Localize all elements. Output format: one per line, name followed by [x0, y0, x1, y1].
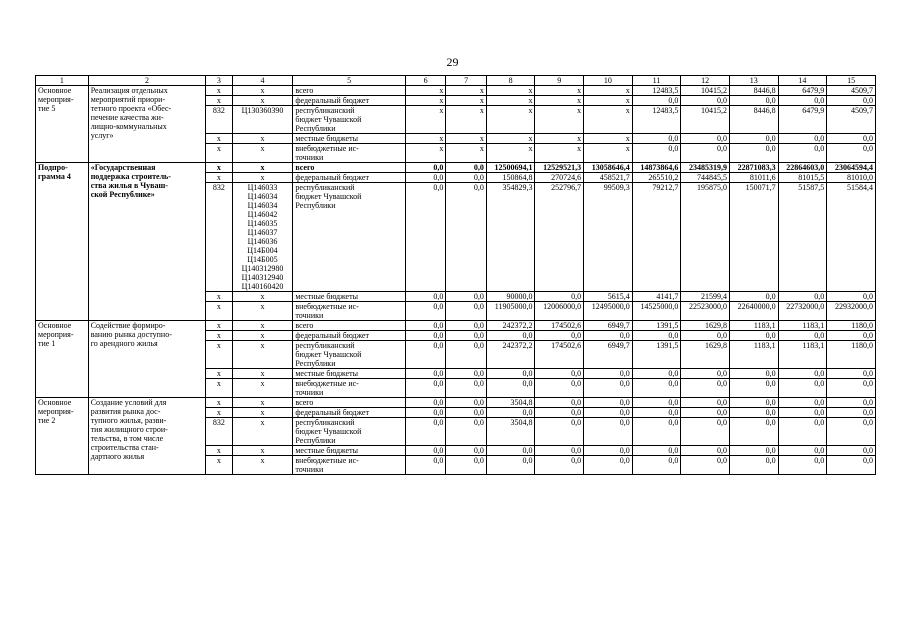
value-cell: 0,0 — [446, 292, 487, 302]
value-cell: 6479,9 — [778, 106, 827, 134]
value-cell: x — [486, 134, 535, 144]
value-cell: 0,0 — [405, 418, 446, 446]
column-number-cell: 6 — [405, 76, 446, 86]
value-cell: 12483,5 — [632, 86, 681, 96]
value-cell: 0,0 — [681, 144, 730, 163]
measure-title-cell: Подпро- грамма 4 — [36, 163, 89, 321]
value-cell: x — [405, 144, 446, 163]
ministry-code-cell: x — [206, 408, 232, 418]
value-cell: 0,0 — [681, 379, 730, 398]
value-cell: 0,0 — [405, 369, 446, 379]
value-cell: 12483,5 — [632, 106, 681, 134]
value-cell: 14873864,6 — [632, 163, 681, 173]
value-cell: 0,0 — [446, 163, 487, 173]
column-number-cell: 3 — [206, 76, 232, 86]
column-number-cell: 12 — [681, 76, 730, 86]
value-cell: x — [584, 96, 633, 106]
funding-source-cell: всего — [293, 321, 405, 331]
page-number: 29 — [446, 55, 459, 69]
value-cell: 23064594,4 — [827, 163, 876, 173]
value-cell: 0,0 — [535, 456, 584, 475]
value-cell: 22871083,3 — [729, 163, 778, 173]
value-cell: 81011,6 — [729, 173, 778, 183]
value-cell: 11905000,0 — [486, 302, 535, 321]
value-cell: x — [486, 96, 535, 106]
value-cell: 0,0 — [446, 331, 487, 341]
value-cell: x — [535, 96, 584, 106]
ministry-code-cell: x — [206, 144, 232, 163]
value-cell: 0,0 — [778, 369, 827, 379]
value-cell: 0,0 — [729, 369, 778, 379]
table-row — [36, 398, 876, 408]
value-cell: 265510,2 — [632, 173, 681, 183]
funding-source-cell: республиканский бюджет Чувашской Республики — [293, 106, 405, 134]
value-cell: 0,0 — [405, 379, 446, 398]
value-cell: 0,0 — [446, 321, 487, 331]
value-cell: 0,0 — [827, 418, 876, 446]
value-cell: 0,0 — [729, 292, 778, 302]
target-code-cell: Ц130360390 — [232, 106, 293, 134]
value-cell: 0,0 — [778, 331, 827, 341]
funding-source-cell: внебюджетные ис- точники — [293, 379, 405, 398]
value-cell: 22932000,0 — [827, 302, 876, 321]
value-cell: 174502,6 — [535, 321, 584, 331]
value-cell: 0,0 — [681, 369, 730, 379]
value-cell: 0,0 — [632, 379, 681, 398]
value-cell: 0,0 — [405, 183, 446, 292]
value-cell: 0,0 — [446, 398, 487, 408]
value-cell: 0,0 — [778, 96, 827, 106]
target-code-cell: x — [232, 292, 293, 302]
ministry-code-cell: x — [206, 321, 232, 331]
measure-title-cell: Основное мероприя- тие 2 — [36, 398, 89, 475]
value-cell: 0,0 — [446, 456, 487, 475]
table-body — [36, 76, 876, 475]
value-cell: x — [486, 144, 535, 163]
value-cell: 0,0 — [827, 331, 876, 341]
ministry-code-cell: x — [206, 134, 232, 144]
value-cell: 0,0 — [446, 183, 487, 292]
target-code-cell: x — [232, 408, 293, 418]
value-cell: x — [535, 134, 584, 144]
value-cell: x — [535, 144, 584, 163]
value-cell: 12529521,3 — [535, 163, 584, 173]
value-cell: 0,0 — [827, 369, 876, 379]
value-cell: 0,0 — [827, 144, 876, 163]
value-cell: 1180,0 — [827, 341, 876, 369]
value-cell: 8446,8 — [729, 86, 778, 96]
value-cell: x — [405, 86, 446, 96]
value-cell: 0,0 — [486, 456, 535, 475]
value-cell: 0,0 — [405, 321, 446, 331]
funding-source-cell: всего — [293, 398, 405, 408]
measure-description-cell: Реализация отдельных мероприятий приори- тетного проекта «Обес- печение качества жи- лищно-коммунальных услуг» — [88, 86, 206, 163]
target-code-cell: x — [232, 456, 293, 475]
value-cell: 0,0 — [681, 408, 730, 418]
value-cell: x — [535, 86, 584, 96]
value-cell: 0,0 — [535, 418, 584, 446]
value-cell: 0,0 — [486, 379, 535, 398]
funding-source-cell: республиканский бюджет Чувашской Республики — [293, 418, 405, 446]
target-code-cell: x — [232, 302, 293, 321]
funding-source-cell: внебюджетные ис- точники — [293, 456, 405, 475]
value-cell: 195875,0 — [681, 183, 730, 292]
column-number-cell: 10 — [584, 76, 633, 86]
value-cell: 0,0 — [827, 456, 876, 475]
value-cell: 0,0 — [632, 144, 681, 163]
value-cell: 21599,4 — [681, 292, 730, 302]
value-cell: 1183,1 — [778, 321, 827, 331]
ministry-code-cell: 832 — [206, 106, 232, 134]
value-cell: 0,0 — [778, 456, 827, 475]
value-cell: 0,0 — [584, 456, 633, 475]
column-number-cell: 9 — [535, 76, 584, 86]
ministry-code-cell: x — [206, 446, 232, 456]
column-number-cell: 15 — [827, 76, 876, 86]
value-cell: 0,0 — [778, 379, 827, 398]
target-code-cell: x — [232, 163, 293, 173]
value-cell: 0,0 — [486, 408, 535, 418]
value-cell: 10415,2 — [681, 106, 730, 134]
value-cell: 0,0 — [778, 418, 827, 446]
value-cell: 0,0 — [632, 369, 681, 379]
value-cell: 0,0 — [584, 398, 633, 408]
value-cell: 5615,4 — [584, 292, 633, 302]
ministry-code-cell: x — [206, 86, 232, 96]
value-cell: x — [584, 144, 633, 163]
measure-title-cell: Основное мероприя- тие 1 — [36, 321, 89, 398]
value-cell: 0,0 — [827, 292, 876, 302]
value-cell: 0,0 — [584, 408, 633, 418]
value-cell: 1180,0 — [827, 321, 876, 331]
value-cell: 0,0 — [535, 379, 584, 398]
column-number-cell: 2 — [88, 76, 206, 86]
value-cell: 0,0 — [632, 331, 681, 341]
funding-source-cell: местные бюджеты — [293, 369, 405, 379]
target-code-cell: Ц146033 Ц146034 Ц146034 Ц146042 Ц146035 Ц146037 Ц146036 Ц14Б004 Ц14Б005 Ц140312980 Ц140312940 Ц140160420 — [232, 183, 293, 292]
value-cell: 1183,1 — [778, 341, 827, 369]
measure-description-cell: Содействие формиро- ванию рынка доступно- го арендного жилья — [88, 321, 206, 398]
value-cell: 0,0 — [827, 408, 876, 418]
value-cell: 0,0 — [681, 418, 730, 446]
value-cell: 0,0 — [632, 446, 681, 456]
value-cell: 0,0 — [535, 398, 584, 408]
value-cell: 4509,7 — [827, 86, 876, 96]
value-cell: 0,0 — [446, 341, 487, 369]
value-cell: 458521,7 — [584, 173, 633, 183]
value-cell: 0,0 — [535, 369, 584, 379]
value-cell: 6479,9 — [778, 86, 827, 96]
value-cell: 0,0 — [486, 446, 535, 456]
value-cell: x — [486, 106, 535, 134]
value-cell: x — [405, 134, 446, 144]
value-cell: 4509,7 — [827, 106, 876, 134]
value-cell: 22732000,0 — [778, 302, 827, 321]
column-number-cell: 5 — [293, 76, 405, 86]
value-cell: 0,0 — [827, 379, 876, 398]
value-cell: 1629,8 — [681, 341, 730, 369]
value-cell: 0,0 — [729, 398, 778, 408]
value-cell: x — [446, 96, 487, 106]
value-cell: 0,0 — [729, 144, 778, 163]
funding-source-cell: внебюджетные ис- точники — [293, 302, 405, 321]
measure-description-cell: «Государственная поддержка строитель- ства жилья в Чуваш- ской Республике» — [88, 163, 206, 321]
value-cell: 0,0 — [405, 163, 446, 173]
value-cell: 242372,2 — [486, 341, 535, 369]
ministry-code-cell: 832 — [206, 183, 232, 292]
value-cell: x — [446, 106, 487, 134]
funding-source-cell: республиканский бюджет Чувашской Республики — [293, 341, 405, 369]
funding-source-cell: всего — [293, 163, 405, 173]
value-cell: 51584,4 — [827, 183, 876, 292]
value-cell: 6949,7 — [584, 321, 633, 331]
value-cell: 0,0 — [446, 302, 487, 321]
value-cell: x — [486, 86, 535, 96]
value-cell: 81010,0 — [827, 173, 876, 183]
value-cell: 10415,2 — [681, 86, 730, 96]
table-row — [36, 86, 876, 96]
value-cell: 0,0 — [405, 341, 446, 369]
value-cell: 0,0 — [729, 134, 778, 144]
target-code-cell: x — [232, 86, 293, 96]
funding-source-cell: местные бюджеты — [293, 134, 405, 144]
value-cell: 0,0 — [827, 446, 876, 456]
value-cell: 1391,5 — [632, 341, 681, 369]
value-cell: 174502,6 — [535, 341, 584, 369]
ministry-code-cell: 832 — [206, 418, 232, 446]
value-cell: 0,0 — [405, 302, 446, 321]
value-cell: 0,0 — [778, 398, 827, 408]
ministry-code-cell: x — [206, 331, 232, 341]
value-cell: 8446,8 — [729, 106, 778, 134]
value-cell: 0,0 — [729, 456, 778, 475]
value-cell: 0,0 — [405, 331, 446, 341]
value-cell: 0,0 — [729, 96, 778, 106]
value-cell: 0,0 — [778, 144, 827, 163]
column-number-cell: 7 — [446, 76, 487, 86]
value-cell: 0,0 — [681, 446, 730, 456]
ministry-code-cell: x — [206, 456, 232, 475]
column-number-cell: 14 — [778, 76, 827, 86]
column-number-cell: 13 — [729, 76, 778, 86]
column-number-cell: 4 — [232, 76, 293, 86]
value-cell: 99509,3 — [584, 183, 633, 292]
value-cell: x — [584, 134, 633, 144]
value-cell: 0,0 — [729, 418, 778, 446]
table-row — [36, 321, 876, 331]
ministry-code-cell: x — [206, 173, 232, 183]
value-cell: 0,0 — [827, 398, 876, 408]
value-cell: 0,0 — [827, 96, 876, 106]
column-number-cell: 1 — [36, 76, 89, 86]
funding-source-cell: федеральный бюджет — [293, 408, 405, 418]
column-number-row — [36, 76, 876, 86]
budget-table — [35, 75, 876, 475]
value-cell: x — [584, 106, 633, 134]
value-cell: 1629,8 — [681, 321, 730, 331]
funding-source-cell: местные бюджеты — [293, 446, 405, 456]
value-cell: 0,0 — [778, 446, 827, 456]
value-cell: 0,0 — [632, 134, 681, 144]
value-cell: 0,0 — [729, 408, 778, 418]
value-cell: 23485319,9 — [681, 163, 730, 173]
value-cell: 0,0 — [446, 408, 487, 418]
target-code-cell: x — [232, 341, 293, 369]
value-cell: 13058646,4 — [584, 163, 633, 173]
value-cell: 22523000,0 — [681, 302, 730, 321]
ministry-code-cell: x — [206, 292, 232, 302]
ministry-code-cell: x — [206, 369, 232, 379]
value-cell: 79212,7 — [632, 183, 681, 292]
value-cell: 0,0 — [446, 369, 487, 379]
value-cell: 744845,5 — [681, 173, 730, 183]
funding-source-cell: местные бюджеты — [293, 292, 405, 302]
value-cell: 1183,1 — [729, 321, 778, 331]
value-cell: 3504,8 — [486, 398, 535, 408]
value-cell: x — [405, 96, 446, 106]
value-cell: 0,0 — [681, 456, 730, 475]
value-cell: 0,0 — [584, 331, 633, 341]
value-cell: 6949,7 — [584, 341, 633, 369]
funding-source-cell: республиканский бюджет Чувашской Республики — [293, 183, 405, 292]
value-cell: 0,0 — [405, 446, 446, 456]
measure-description-cell: Создание условий для развития рынка дос- тупного жилья, разви- тия жилищного строи- тельства, в том числе строительства стан- дартного жилья — [88, 398, 206, 475]
funding-source-cell: внебюджетные ис- точники — [293, 144, 405, 163]
value-cell: 0,0 — [446, 173, 487, 183]
value-cell: x — [535, 106, 584, 134]
value-cell: 0,0 — [446, 418, 487, 446]
value-cell: 22640000,0 — [729, 302, 778, 321]
value-cell: 0,0 — [778, 134, 827, 144]
value-cell: 0,0 — [446, 379, 487, 398]
value-cell: 1183,1 — [729, 341, 778, 369]
value-cell: 0,0 — [584, 369, 633, 379]
value-cell: 0,0 — [584, 418, 633, 446]
value-cell: 4141,7 — [632, 292, 681, 302]
target-code-cell: x — [232, 173, 293, 183]
ministry-code-cell: x — [206, 398, 232, 408]
ministry-code-cell: x — [206, 163, 232, 173]
value-cell: 0,0 — [535, 292, 584, 302]
value-cell: 0,0 — [681, 398, 730, 408]
value-cell: 0,0 — [486, 369, 535, 379]
value-cell: 0,0 — [632, 456, 681, 475]
value-cell: 0,0 — [535, 331, 584, 341]
target-code-cell: x — [232, 398, 293, 408]
value-cell: 51587,5 — [778, 183, 827, 292]
ministry-code-cell: x — [206, 379, 232, 398]
value-cell: 0,0 — [778, 408, 827, 418]
value-cell: 252796,7 — [535, 183, 584, 292]
value-cell: 0,0 — [729, 379, 778, 398]
value-cell: 3504,8 — [486, 418, 535, 446]
target-code-cell: x — [232, 418, 293, 446]
column-number-cell: 11 — [632, 76, 681, 86]
value-cell: 12495000,0 — [584, 302, 633, 321]
value-cell: 0,0 — [584, 379, 633, 398]
value-cell: 0,0 — [535, 408, 584, 418]
target-code-cell: x — [232, 144, 293, 163]
target-code-cell: x — [232, 446, 293, 456]
table-row — [36, 163, 876, 173]
target-code-cell: x — [232, 379, 293, 398]
value-cell: x — [584, 86, 633, 96]
funding-source-cell: федеральный бюджет — [293, 173, 405, 183]
value-cell: 270724,6 — [535, 173, 584, 183]
value-cell: 0,0 — [446, 446, 487, 456]
ministry-code-cell: x — [206, 341, 232, 369]
value-cell: 0,0 — [405, 398, 446, 408]
value-cell: 0,0 — [584, 446, 633, 456]
value-cell: 81015,5 — [778, 173, 827, 183]
value-cell: 0,0 — [535, 446, 584, 456]
value-cell: 0,0 — [681, 134, 730, 144]
column-number-cell: 8 — [486, 76, 535, 86]
value-cell: 242372,2 — [486, 321, 535, 331]
value-cell: 0,0 — [632, 96, 681, 106]
value-cell: 0,0 — [486, 331, 535, 341]
funding-source-cell: федеральный бюджет — [293, 96, 405, 106]
value-cell: 14525000,0 — [632, 302, 681, 321]
target-code-cell: x — [232, 96, 293, 106]
value-cell: 354829,3 — [486, 183, 535, 292]
value-cell: 0,0 — [681, 96, 730, 106]
target-code-cell: x — [232, 331, 293, 341]
funding-source-cell: федеральный бюджет — [293, 331, 405, 341]
value-cell: x — [405, 106, 446, 134]
value-cell: 0,0 — [778, 292, 827, 302]
value-cell: 22864603,0 — [778, 163, 827, 173]
value-cell: 0,0 — [632, 408, 681, 418]
value-cell: 0,0 — [632, 418, 681, 446]
target-code-cell: x — [232, 369, 293, 379]
value-cell: 0,0 — [405, 292, 446, 302]
value-cell: 0,0 — [681, 331, 730, 341]
value-cell: 0,0 — [405, 408, 446, 418]
value-cell: 0,0 — [729, 331, 778, 341]
value-cell: 1391,5 — [632, 321, 681, 331]
target-code-cell: x — [232, 134, 293, 144]
value-cell: 12006000,0 — [535, 302, 584, 321]
ministry-code-cell: x — [206, 96, 232, 106]
funding-source-cell: всего — [293, 86, 405, 96]
value-cell: x — [446, 134, 487, 144]
value-cell: x — [446, 144, 487, 163]
value-cell: x — [446, 86, 487, 96]
target-code-cell: x — [232, 321, 293, 331]
value-cell: 0,0 — [405, 456, 446, 475]
value-cell: 0,0 — [632, 398, 681, 408]
ministry-code-cell: x — [206, 302, 232, 321]
value-cell: 150864,8 — [486, 173, 535, 183]
value-cell: 0,0 — [827, 134, 876, 144]
value-cell: 0,0 — [729, 446, 778, 456]
value-cell: 12500694,1 — [486, 163, 535, 173]
value-cell: 150071,7 — [729, 183, 778, 292]
measure-title-cell: Основное мероприя- тие 5 — [36, 86, 89, 163]
value-cell: 90000,0 — [486, 292, 535, 302]
value-cell: 0,0 — [405, 173, 446, 183]
